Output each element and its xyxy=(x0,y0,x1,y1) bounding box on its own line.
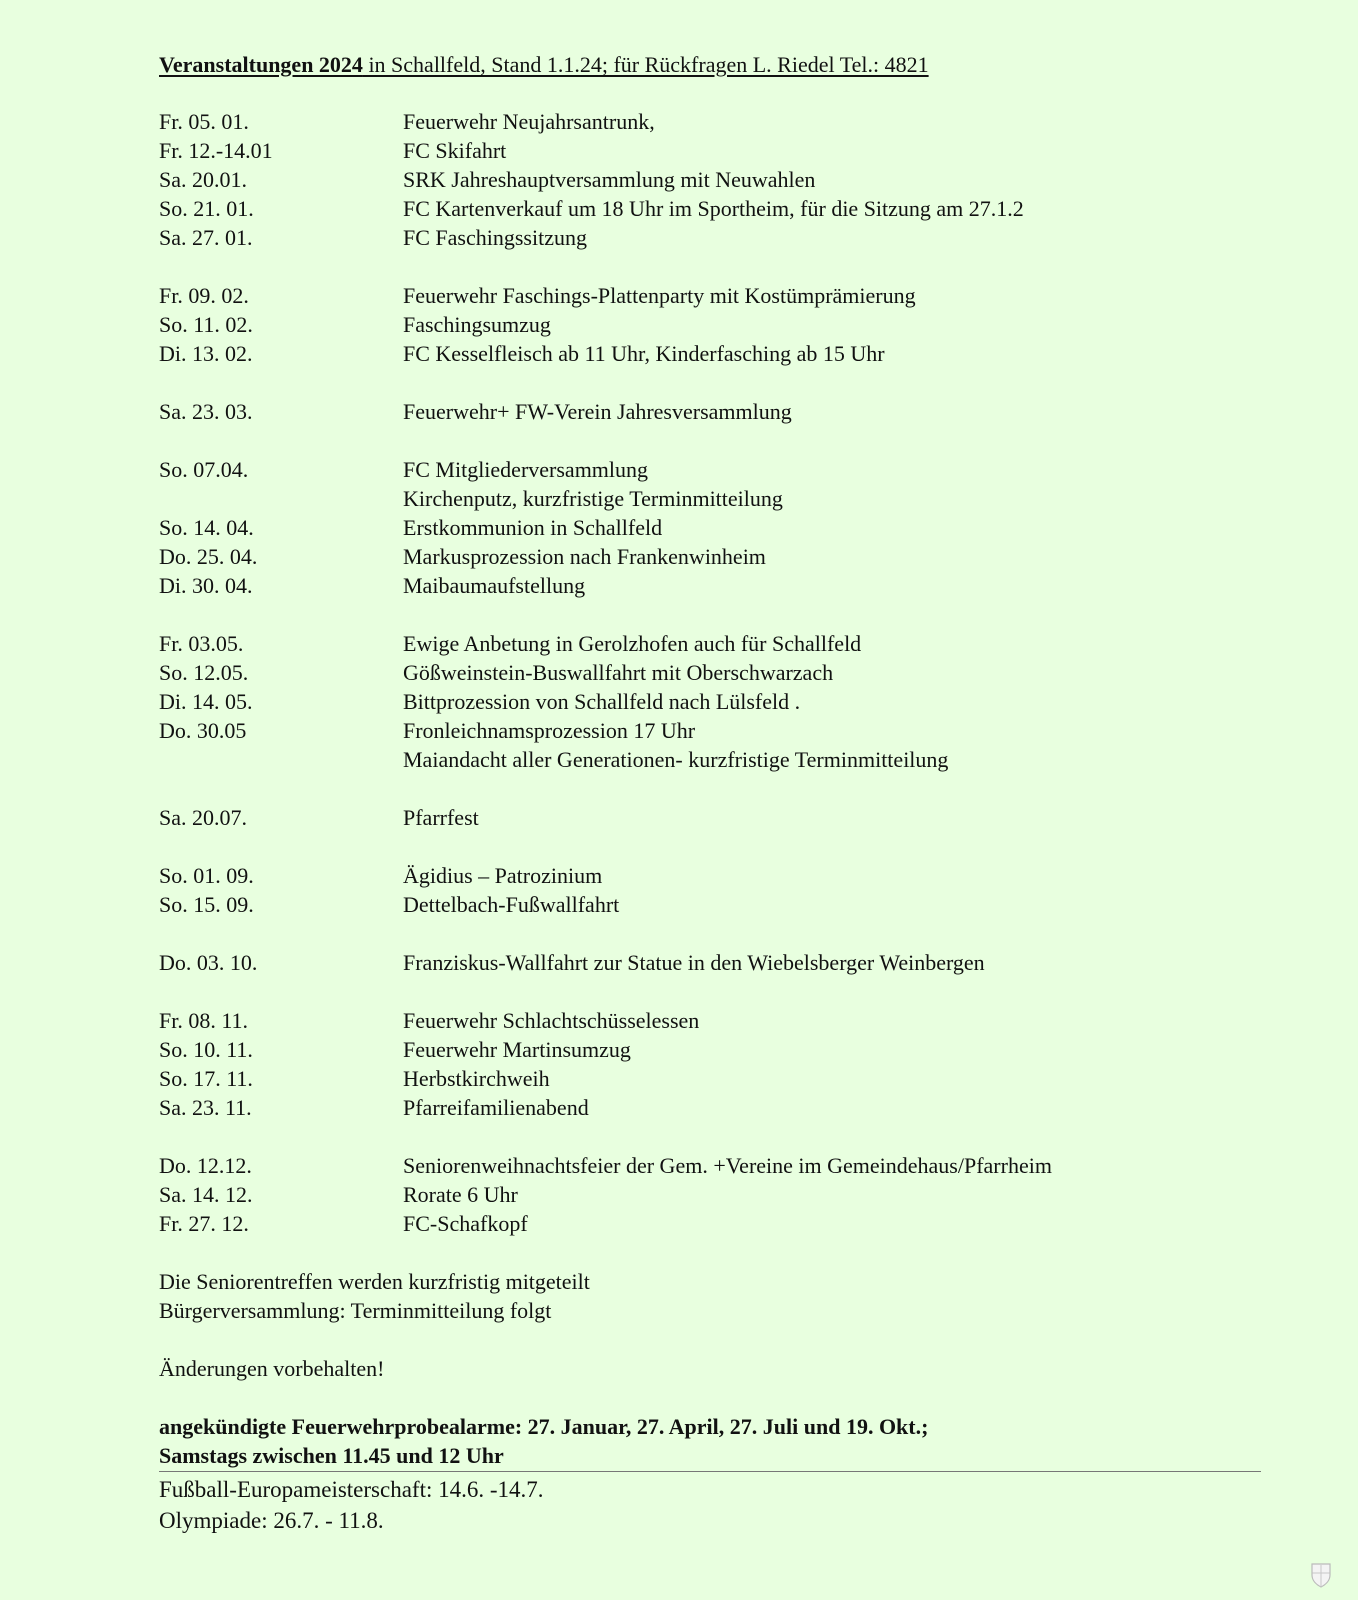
event-row xyxy=(159,745,1269,774)
event-title: Pfarreifamilienabend xyxy=(403,1095,589,1120)
event-row xyxy=(159,281,1269,310)
event-date: Di. 30. 04. xyxy=(159,573,253,598)
event-date: Fr. 05. 01. xyxy=(159,109,249,134)
event-row xyxy=(159,716,1269,745)
note-senioren: Die Seniorentreffen werden kurzfristig mitgeteilt xyxy=(159,1269,590,1294)
event-date: So. 15. 09. xyxy=(159,892,254,917)
event-row xyxy=(159,339,1269,368)
event-row xyxy=(159,1209,1269,1238)
event-row xyxy=(159,1180,1269,1209)
page-title xyxy=(159,50,1269,79)
note-probealarm-time: Samstags zwischen 11.45 und 12 Uhr xyxy=(159,1443,504,1468)
event-date: Sa. 23. 11. xyxy=(159,1095,252,1120)
event-title: Feuerwehr Faschings-Plattenparty mit Kostümprämierung xyxy=(403,283,916,308)
note-aenderungen: Änderungen vorbehalten! xyxy=(159,1356,385,1381)
event-date: Do. 25. 04. xyxy=(159,544,258,569)
event-date: Fr. 03.05. xyxy=(159,631,244,656)
event-title: Erstkommunion in Schallfeld xyxy=(403,515,663,540)
event-row xyxy=(159,513,1269,542)
event-row xyxy=(159,455,1269,484)
event-date: So. 11. 02. xyxy=(159,312,253,337)
event-date: So. 14. 04. xyxy=(159,515,254,540)
event-row xyxy=(159,484,1269,513)
event-row xyxy=(159,1064,1269,1093)
event-title: Dettelbach-Fußwallfahrt xyxy=(403,892,620,917)
event-title: FC-Schafkopf xyxy=(403,1211,528,1236)
event-calendar xyxy=(159,50,1269,1536)
event-row xyxy=(159,861,1269,890)
event-row xyxy=(159,542,1269,571)
event-row xyxy=(159,571,1269,600)
event-date xyxy=(159,484,403,513)
event-date: Fr. 09. 02. xyxy=(159,283,249,308)
event-title: FC Kartenverkauf um 18 Uhr im Sportheim, für die Sitzung am 27.1.2 xyxy=(403,196,1024,221)
event-date: Sa. 20.01. xyxy=(159,167,247,192)
title-bold: Veranstaltungen 2024 xyxy=(159,52,363,77)
shield-icon xyxy=(1310,1562,1332,1588)
event-row xyxy=(159,1093,1269,1122)
event-title: Seniorenweihnachtsfeier der Gem. +Vereine im Gemeindehaus/Pfarrheim xyxy=(403,1153,1052,1178)
event-title: Maibaumaufstellung xyxy=(403,573,586,598)
event-title: Ewige Anbetung in Gerolzhofen auch für Schallfeld xyxy=(403,631,862,656)
event-row xyxy=(159,310,1269,339)
event-row xyxy=(159,890,1269,919)
event-date: Sa. 27. 01. xyxy=(159,225,253,250)
event-date: Sa. 23. 03. xyxy=(159,399,253,424)
event-title: FC Mitgliederversammlung xyxy=(403,457,649,482)
event-row xyxy=(159,165,1269,194)
event-title: Markusprozession nach Frankenwinheim xyxy=(403,544,766,569)
event-date: So. 12.05. xyxy=(159,660,249,685)
event-title: Kirchenputz, kurzfristige Terminmitteilung xyxy=(403,486,783,511)
event-row xyxy=(159,1006,1269,1035)
event-title: Feuerwehr+ FW-Verein Jahresversammlung xyxy=(403,399,792,424)
event-title: Rorate 6 Uhr xyxy=(403,1182,518,1207)
event-date: Fr. 12.-14.01 xyxy=(159,138,273,163)
event-date: Di. 13. 02. xyxy=(159,341,253,366)
event-row xyxy=(159,629,1269,658)
event-date: Sa. 14. 12. xyxy=(159,1182,253,1207)
footer-olympia: Olympiade: 26.7. - 11.8. xyxy=(159,1508,384,1533)
event-title: Herbstkirchweih xyxy=(403,1066,550,1091)
event-title: Franziskus-Wallfahrt zur Statue in den Wiebelsberger Weinbergen xyxy=(403,950,985,975)
event-date: Sa. 20.07. xyxy=(159,805,247,830)
event-row xyxy=(159,948,1269,977)
event-title: Fronleichnamsprozession 17 Uhr xyxy=(403,718,696,743)
event-row xyxy=(159,803,1269,832)
event-row xyxy=(159,658,1269,687)
event-title: Feuerwehr Neujahrsantrunk, xyxy=(403,109,655,134)
event-row xyxy=(159,194,1269,223)
event-date: Fr. 08. 11. xyxy=(159,1008,249,1033)
event-title: FC Faschingssitzung xyxy=(403,225,587,250)
footer-em: Fußball-Europameisterschaft: 14.6. -14.7. xyxy=(159,1477,544,1502)
divider xyxy=(159,1471,1261,1472)
event-date: Do. 12.12. xyxy=(159,1153,252,1178)
event-row xyxy=(159,1151,1269,1180)
event-date: So. 10. 11. xyxy=(159,1037,253,1062)
event-title: Maiandacht aller Generationen- kurzfristige Terminmitteilung xyxy=(403,747,949,772)
event-row xyxy=(159,223,1269,252)
event-title: FC Kesselfleisch ab 11 Uhr, Kinderfasching ab 15 Uhr xyxy=(403,341,885,366)
event-title: Ägidius – Patrozinium xyxy=(403,863,603,888)
event-title: SRK Jahreshauptversammlung mit Neuwahlen xyxy=(403,167,816,192)
event-title: Bittprozession von Schallfeld nach Lülsfeld . xyxy=(403,689,801,714)
event-date: Di. 14. 05. xyxy=(159,689,253,714)
event-row xyxy=(159,1035,1269,1064)
event-date: Do. 03. 10. xyxy=(159,950,258,975)
event-title: Feuerwehr Schlachtschüsselessen xyxy=(403,1008,700,1033)
event-title: FC Skifahrt xyxy=(403,138,507,163)
event-date xyxy=(159,745,403,774)
event-date: Do. 30.05 xyxy=(159,718,247,743)
title-rest: in Schallfeld, Stand 1.1.24; für Rückfragen L. Riedel Tel.: 4821 xyxy=(362,52,929,77)
event-date: So. 21. 01. xyxy=(159,196,254,221)
event-row xyxy=(159,107,1269,136)
event-date: Fr. 27. 12. xyxy=(159,1211,249,1236)
event-row xyxy=(159,397,1269,426)
note-probealarm-dates: angekündigte Feuerwehrprobealarme: 27. Januar, 27. April, 27. Juli und 19. Okt.; xyxy=(159,1414,929,1439)
event-date: So. 07.04. xyxy=(159,457,249,482)
event-date: So. 01. 09. xyxy=(159,863,254,888)
event-row xyxy=(159,687,1269,716)
event-title: Pfarrfest xyxy=(403,805,479,830)
event-list xyxy=(159,107,1269,1267)
event-title: Gößweinstein-Buswallfahrt mit Oberschwarzach xyxy=(403,660,834,685)
event-row xyxy=(159,136,1269,165)
note-buergerversammlung: Bürgerversammlung: Terminmitteilung folgt xyxy=(159,1298,552,1323)
event-title: Faschingsumzug xyxy=(403,312,551,337)
event-date: So. 17. 11. xyxy=(159,1066,253,1091)
event-title: Feuerwehr Martinsumzug xyxy=(403,1037,631,1062)
